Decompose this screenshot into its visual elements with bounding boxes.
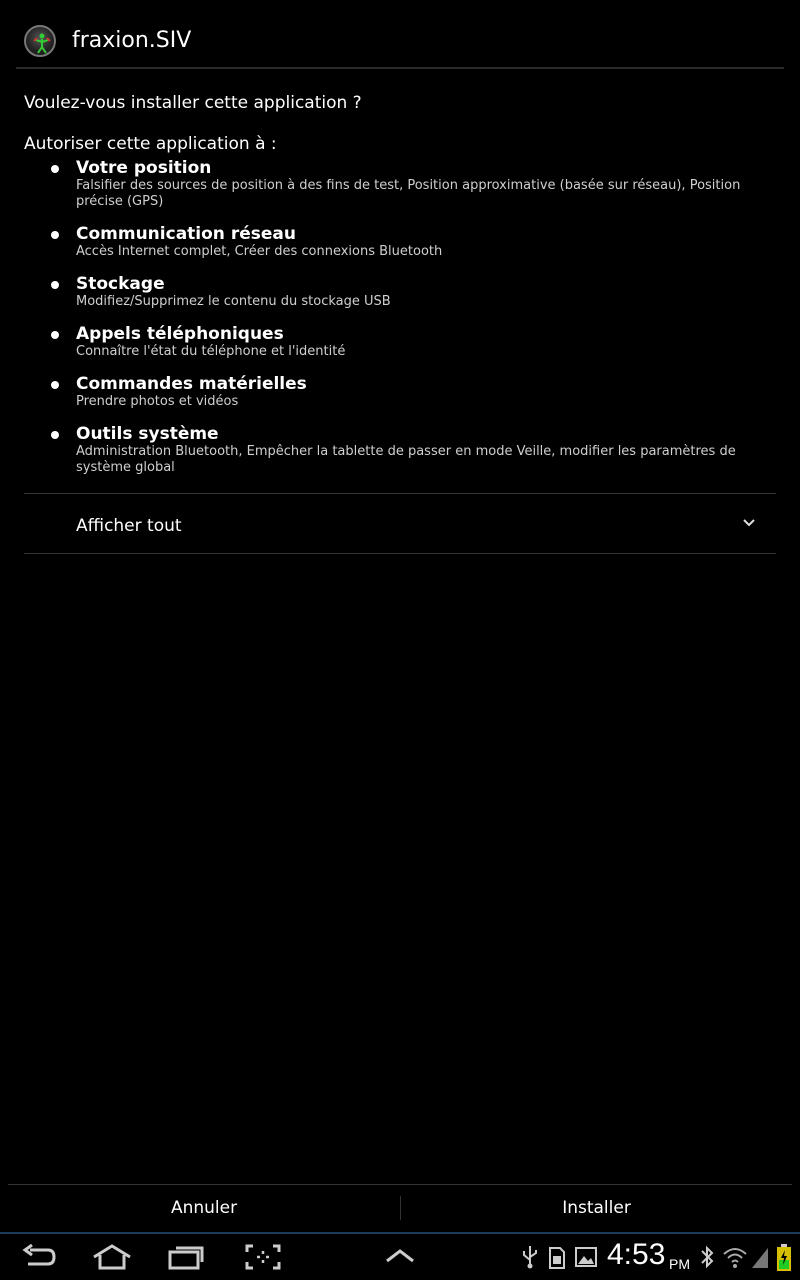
wifi-icon xyxy=(722,1244,748,1270)
back-icon[interactable] xyxy=(22,1244,56,1270)
header-divider xyxy=(16,67,784,69)
install-question: Voulez-vous installer cette application ? xyxy=(24,93,362,113)
cancel-button[interactable]: Annuler xyxy=(170,1198,238,1218)
permission-description: Connaître l'état du téléphone et l'identité xyxy=(76,344,346,359)
bluetooth-icon xyxy=(700,1244,714,1270)
battery-charging-icon xyxy=(776,1244,792,1272)
list-item xyxy=(0,424,800,476)
bullet xyxy=(51,231,59,239)
permission-title: Appels téléphoniques xyxy=(76,324,284,344)
chevron-up-icon[interactable] xyxy=(384,1248,416,1264)
permission-title: Communication réseau xyxy=(76,224,296,244)
usb-icon xyxy=(520,1244,540,1270)
show-all-button[interactable] xyxy=(24,494,776,553)
permission-title: Commandes matérielles xyxy=(76,374,307,394)
bullet xyxy=(51,281,59,289)
bullet xyxy=(51,331,59,339)
status-ampm: PM xyxy=(669,1256,690,1272)
app-title: fraxion.SIV xyxy=(72,28,192,53)
authorize-heading: Autoriser cette application à : xyxy=(24,134,277,154)
bullet xyxy=(51,431,59,439)
permission-title: Outils système xyxy=(76,424,219,444)
recent-apps-icon[interactable] xyxy=(168,1244,206,1270)
list-item xyxy=(0,158,800,210)
home-icon[interactable] xyxy=(92,1244,132,1270)
list-item xyxy=(0,274,800,310)
permission-title: Votre position xyxy=(76,158,212,178)
permission-list xyxy=(0,158,800,490)
bullet xyxy=(51,381,59,389)
app-header xyxy=(0,0,800,70)
screenshot-icon[interactable] xyxy=(245,1244,281,1270)
permission-description: Accès Internet complet, Créer des connexions Bluetooth xyxy=(76,244,443,259)
chevron-down-icon xyxy=(742,518,756,528)
permission-description: Administration Bluetooth, Empêcher la tablette de passer en mode Veille, modifier les paramètres de système global xyxy=(76,444,736,475)
permission-description: Falsifier des sources de position à des fins de test, Position approximative (basée sur réseau), Position précise (GPS) xyxy=(76,178,741,209)
install-button[interactable]: Installer xyxy=(562,1198,631,1218)
sd-card-icon xyxy=(548,1244,566,1270)
divider xyxy=(24,553,776,554)
list-item xyxy=(0,224,800,260)
permission-description: Prendre photos et vidéos xyxy=(76,394,239,409)
system-navbar xyxy=(0,1232,800,1280)
show-all-label: Afficher tout xyxy=(76,516,182,536)
status-time: 4:53 xyxy=(607,1238,666,1271)
list-item xyxy=(0,374,800,410)
list-item xyxy=(0,324,800,360)
permission-title: Stockage xyxy=(76,274,165,294)
image-icon xyxy=(574,1244,598,1270)
permission-description: Modifiez/Supprimez le contenu du stockage USB xyxy=(76,294,391,309)
signal-icon xyxy=(750,1244,770,1270)
app-icon xyxy=(24,25,56,57)
bullet xyxy=(51,165,59,173)
